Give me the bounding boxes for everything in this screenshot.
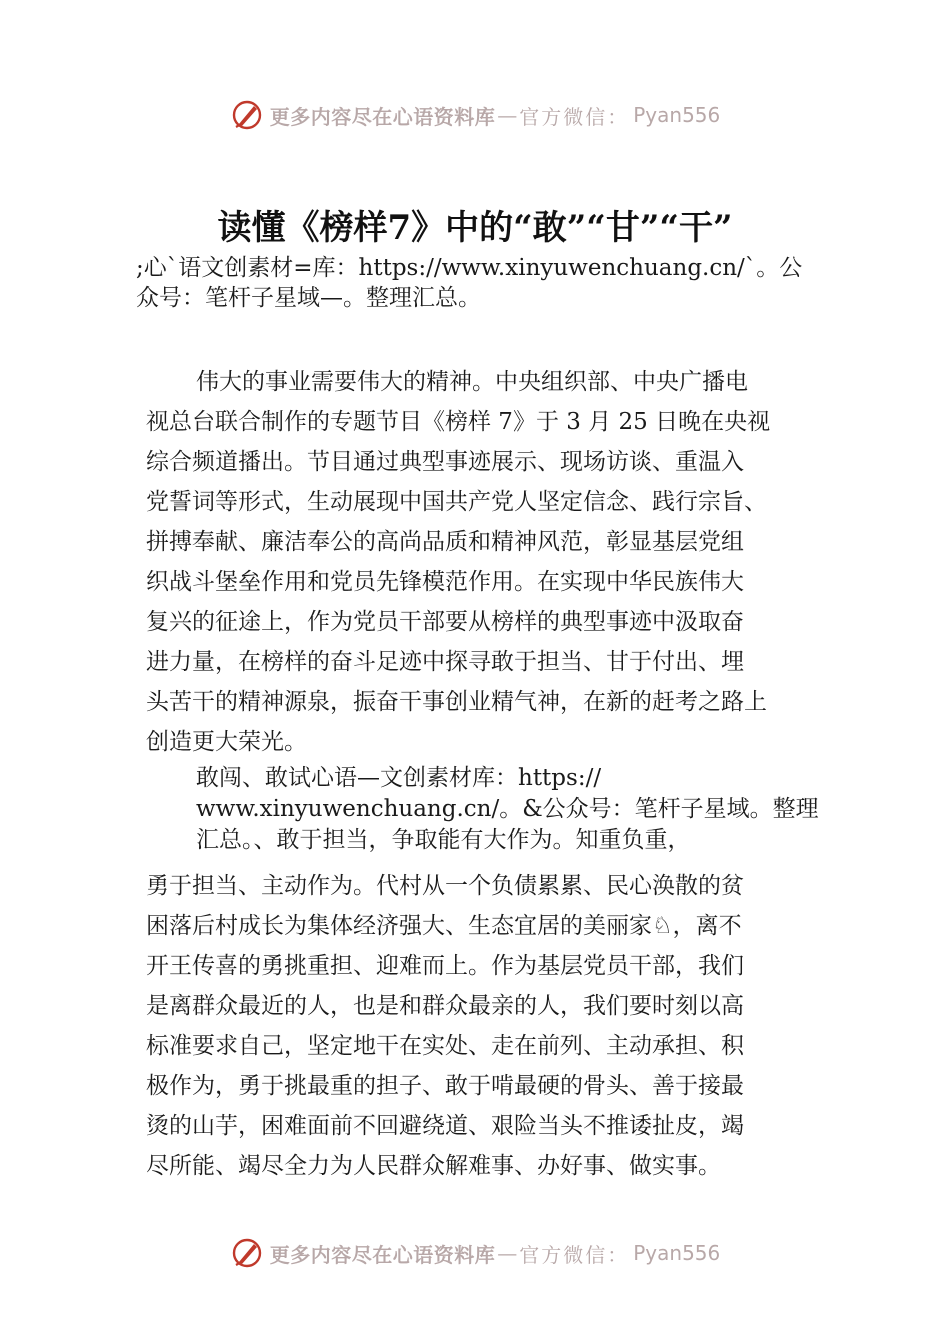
text-line: 织战斗堡垒作用和党员先锋模范作用。在实现中华民族伟大 — [146, 569, 744, 595]
text-line: 党誓词等形式，生动展现中国共产党人坚定信念、践行宗旨、 — [146, 489, 767, 515]
body-paragraph-main — [146, 866, 826, 1186]
text-line: 困落后村成长为集体经济强大、生态宜居的美丽家♘，离不 — [146, 913, 742, 939]
header-banner — [0, 93, 950, 137]
banner-separator: — — [497, 1241, 518, 1265]
banner-wechat-label: 官方微信： — [519, 1242, 630, 1267]
text-line: 勇于担当、主动作为。代村从一个负债累累、民心涣散的贫 — [146, 873, 744, 899]
footer-banner — [0, 1231, 950, 1275]
banner-wechat-label: 官方微信： — [519, 104, 630, 129]
text-line: 伟大的事业需要伟大的精神。中央组织部、中央广播电 — [196, 369, 748, 395]
text-line: 视总台联合制作的专题节目《榜样 7》于 3 月 25 日晚在央视 — [146, 409, 771, 435]
text-line: www.xinyuwenchuang.cn/。&公众号：笔杆子星域。整理 — [196, 796, 819, 822]
text-line: 进力量，在榜样的奋斗足迹中探寻敢于担当、甘于付出、埋 — [146, 649, 744, 675]
text-line: 拼搏奉献、廉洁奉公的高尚品质和精神风范，彰显基层党组 — [146, 529, 744, 555]
text-line: 开王传喜的勇挑重担、迎难而上。作为基层党员干部，我们 — [146, 953, 744, 979]
text-line: 尽所能、竭尽全力为人民群众解难事、办好事、做实事。 — [146, 1153, 721, 1179]
source-line: ;心`语文创素材=库：https://www.xinyuwenchuang.cn/`。公 — [136, 255, 803, 281]
body-paragraph-section-heading — [196, 763, 876, 856]
banner-wechat-id: Pyan556 — [633, 103, 721, 127]
quill-seal-icon — [230, 1236, 264, 1270]
banner-brand: 更多内容尽在心语资料库 — [269, 104, 496, 129]
text-line: 汇总。、敢于担当，争取能有大作为。知重负重， — [196, 827, 691, 853]
text-line: 头苦干的精神源泉，振奋干事创业精气神，在新的赶考之路上 — [146, 689, 767, 715]
document-title: 读懂《榜样7》中的“敢”“甘”“干” — [217, 208, 733, 248]
body-paragraph-intro — [146, 362, 826, 762]
text-line: 敢闯、敢试心语—文创素材库：https:// — [196, 765, 602, 791]
text-line: 烫的山芋，困难面前不回避绕道、艰险当头不推诿扯皮，竭 — [146, 1113, 744, 1139]
banner-brand: 更多内容尽在心语资料库 — [269, 1242, 496, 1267]
text-line: 极作为，勇于挑最重的担子、敢于啃最硬的骨头、善于接最 — [146, 1073, 744, 1099]
quill-seal-icon — [230, 98, 264, 132]
text-line: 综合频道播出。节目通过典型事迹展示、现场访谈、重温入 — [146, 449, 744, 475]
banner-wechat-id: Pyan556 — [633, 1241, 721, 1265]
text-line: 标准要求自己，坚定地干在实处、走在前列、主动承担、积 — [146, 1033, 744, 1059]
source-line: 众号：笔杆子星域—。整理汇总。 — [136, 285, 481, 311]
text-line: 复兴的征途上，作为党员干部要从榜样的典型事迹中汲取奋 — [146, 609, 744, 635]
banner-separator: — — [497, 103, 518, 127]
text-line: 是离群众最近的人，也是和群众最亲的人，我们要时刻以高 — [146, 993, 744, 1019]
text-line: 创造更大荣光。 — [146, 729, 307, 755]
